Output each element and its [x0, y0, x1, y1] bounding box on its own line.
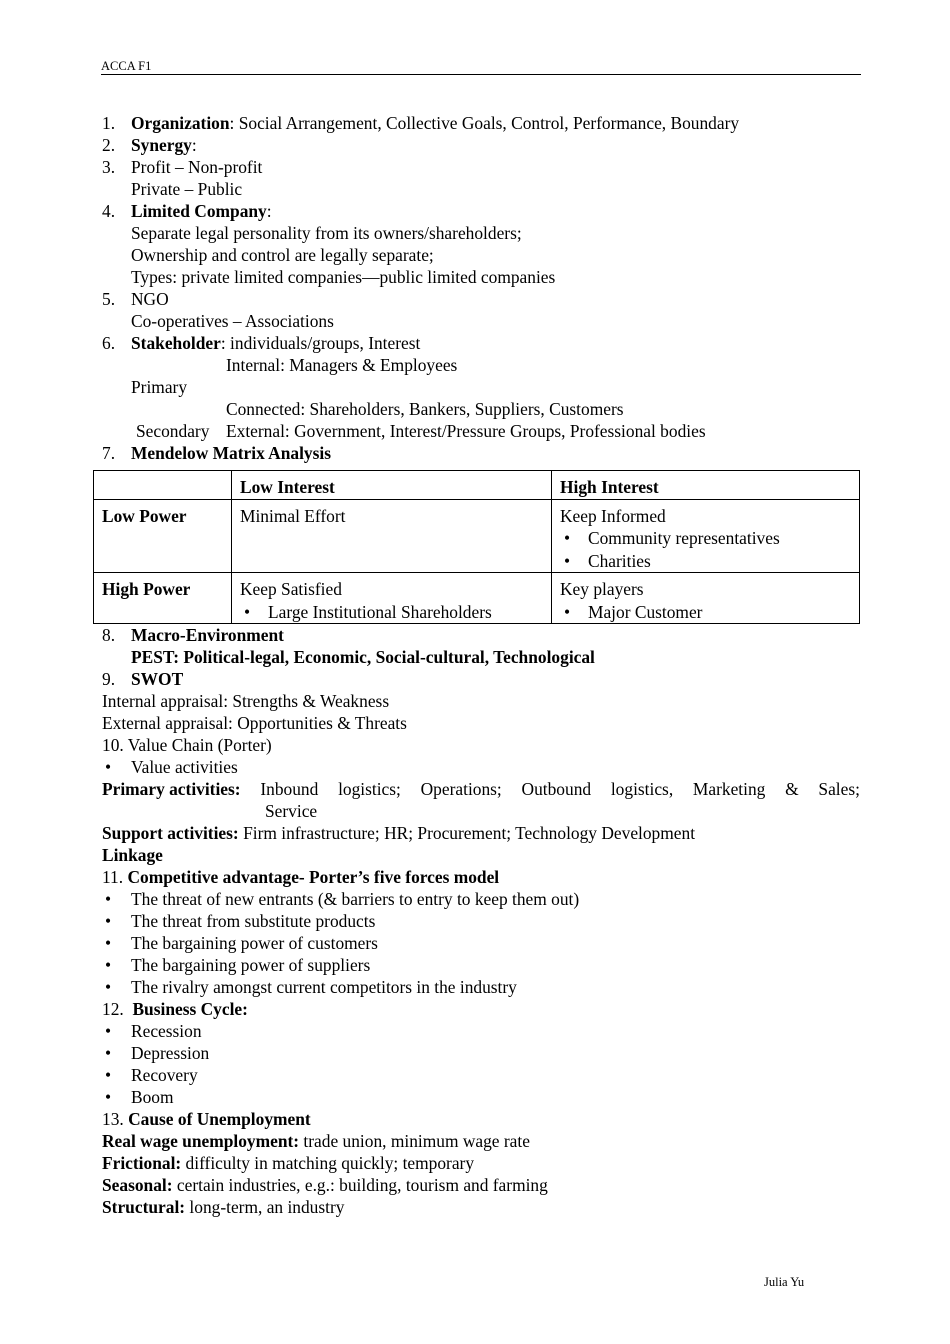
unemployment-real-wage — [102, 1130, 860, 1152]
list-item: • Charities — [560, 550, 851, 573]
list-item — [102, 888, 860, 910]
item-profit — [102, 156, 860, 178]
item-private-public — [102, 178, 860, 200]
pest-line — [102, 646, 860, 668]
bullet-icon — [105, 954, 111, 976]
list-item — [102, 976, 860, 998]
item-number: 8. — [102, 625, 116, 645]
structural-label: Structural: — [102, 1197, 186, 1217]
internal-stakeholders: Internal: Managers & Employees — [226, 355, 458, 375]
bullet-icon — [105, 976, 111, 998]
term-five-forces: Competitive advantage- Porter’s five forces model — [127, 867, 500, 887]
real-wage-text: trade union, minimum wage rate — [299, 1131, 530, 1151]
stakeholder-definition: : individuals/groups, Interest — [220, 333, 421, 353]
force-text: The bargaining power of suppliers — [131, 955, 371, 975]
limited-company-line — [102, 222, 860, 244]
cooperatives-text: Co-operatives – Associations — [131, 311, 334, 331]
profit-nonprofit: Profit – Non-profit — [131, 157, 263, 177]
item-number: 4. — [102, 201, 116, 221]
list-item: • Large Institutional Shareholders — [240, 601, 543, 624]
item-number: 1. — [102, 113, 116, 133]
primary-activity-word: Operations; — [420, 779, 502, 799]
bullet-icon — [105, 932, 111, 954]
primary-activity-word: Outbound — [521, 779, 592, 799]
external-stakeholders: External: Government, Interest/Pressure Groups, Professional bodies — [226, 421, 706, 441]
support-activities-label: Support activities: — [102, 823, 239, 843]
item-ngo — [102, 288, 860, 310]
unemployment-frictional — [102, 1152, 860, 1174]
table-row — [94, 573, 860, 624]
item-cooperatives — [102, 310, 860, 332]
value-activities-text: Value activities — [131, 757, 238, 777]
matrix-corner-cell — [94, 471, 232, 500]
primary-activities-label: Primary activities: — [102, 779, 241, 799]
linkage-line — [102, 844, 860, 866]
bullet-icon — [105, 1020, 111, 1042]
force-text: The rivalry amongst current competitors in the industry — [131, 977, 517, 997]
row-header-high-power: High Power — [94, 573, 232, 624]
primary-activity-word: & — [785, 779, 799, 799]
limited-company-line — [102, 244, 860, 266]
item-number: 5. — [102, 289, 116, 309]
item-swot — [102, 668, 860, 690]
primary-label: Primary — [131, 377, 188, 397]
term-synergy: Synergy — [131, 135, 192, 155]
stakeholder-connected — [102, 398, 860, 420]
primary-activities-cont — [102, 800, 860, 822]
primary-activity-word: logistics; — [338, 779, 401, 799]
seasonal-text: certain industries, e.g.: building, tourism and farming — [172, 1175, 548, 1195]
header-title: ACCA F1 — [101, 59, 152, 73]
list-item — [102, 910, 860, 932]
item-number: 3. — [102, 157, 116, 177]
cycle-phase: Boom — [131, 1087, 174, 1107]
cycle-phase: Depression — [131, 1043, 210, 1063]
list-item — [102, 954, 860, 976]
list-item — [102, 1086, 860, 1108]
force-text: The bargaining power of customers — [131, 933, 378, 953]
item-number: 13. — [102, 1109, 124, 1129]
value-chain-title: Value Chain (Porter) — [127, 735, 272, 755]
term-macro-environment: Macro-Environment — [131, 625, 284, 645]
term-organization: Organization — [131, 113, 230, 133]
item-stakeholder — [102, 332, 860, 354]
term-swot: SWOT — [131, 669, 184, 689]
ngo-text: NGO — [131, 289, 169, 309]
limited-company-text: Types: private limited companies—public limited companies — [131, 267, 556, 287]
limited-company-text: Ownership and control are legally separate; — [131, 245, 434, 265]
stakeholder-internal — [102, 354, 860, 376]
organization-definition: : Social Arrangement, Collective Goals, Control, Performance, Boundary — [229, 113, 740, 133]
synergy-colon: : — [191, 135, 197, 155]
primary-activity-word: Sales; — [818, 779, 860, 799]
swot-external — [102, 712, 860, 734]
limited-company-line — [102, 266, 860, 288]
primary-activity-word: Marketing — [692, 779, 766, 799]
term-stakeholder: Stakeholder — [131, 333, 221, 353]
frictional-label: Frictional: — [102, 1153, 182, 1173]
limited-company-colon: : — [266, 201, 272, 221]
page-header — [101, 59, 861, 75]
pest-text: PEST: Political-legal, Economic, Social-cultural, Technological — [131, 647, 595, 667]
bullet-icon — [105, 1042, 111, 1064]
primary-activity-word: logistics, — [610, 779, 674, 799]
item-number: 2. — [102, 135, 116, 155]
list-item — [102, 1064, 860, 1086]
keep-satisfied-label: Keep Satisfied — [240, 579, 342, 599]
bullet-icon — [105, 910, 111, 932]
page-footer-author: Julia Yu — [764, 1275, 805, 1289]
row-header-low-power: Low Power — [94, 499, 232, 573]
item-limited-company — [102, 200, 860, 222]
cycle-phase: Recession — [131, 1021, 202, 1041]
key-players-label: Key players — [560, 579, 644, 599]
cell-minimal-effort: Minimal Effort — [232, 499, 552, 573]
unemployment-seasonal — [102, 1174, 860, 1196]
bullet-icon — [105, 1086, 111, 1108]
structural-text: long-term, an industry — [185, 1197, 345, 1217]
term-business-cycle: Business Cycle: — [132, 999, 248, 1019]
item-organization — [102, 112, 860, 134]
list-item — [102, 932, 860, 954]
primary-activities-line — [102, 778, 860, 800]
item-unemployment — [102, 1108, 860, 1130]
list-item: • Community representatives — [560, 527, 851, 550]
bullet-icon — [105, 756, 111, 778]
connected-stakeholders: Connected: Shareholders, Bankers, Suppliers, Customers — [226, 399, 624, 419]
swot-internal — [102, 690, 860, 712]
frictional-text: difficulty in matching quickly; temporary — [181, 1153, 475, 1173]
item-number: 6. — [102, 333, 116, 353]
real-wage-label: Real wage unemployment: — [102, 1131, 300, 1151]
cell-keep-informed — [552, 499, 860, 573]
item-business-cycle — [102, 998, 860, 1020]
cell-key-players — [552, 573, 860, 624]
bullet-icon — [105, 1064, 111, 1086]
table-row — [94, 471, 860, 500]
item-number: 9. — [102, 669, 116, 689]
external-appraisal: External appraisal: Opportunities & Threats — [102, 713, 407, 733]
item-number: 11. — [102, 867, 124, 887]
limited-company-text: Separate legal personality from its owners/shareholders; — [131, 223, 522, 243]
item-macro-environment — [102, 624, 860, 646]
table-row — [94, 499, 860, 573]
secondary-label: Secondary — [136, 421, 210, 441]
seasonal-label: Seasonal: — [102, 1175, 173, 1195]
stakeholder-primary — [102, 376, 860, 398]
term-mendelow: Mendelow Matrix Analysis — [131, 443, 331, 463]
col-header-high-interest: High Interest — [552, 471, 860, 500]
term-limited-company: Limited Company — [131, 201, 267, 221]
mendelow-matrix-table — [93, 470, 860, 624]
bullet-icon — [105, 888, 111, 910]
list-item — [102, 1020, 860, 1042]
item-number: 12. — [102, 999, 124, 1019]
term-unemployment: Cause of Unemployment — [128, 1109, 311, 1129]
linkage-text: Linkage — [102, 845, 163, 865]
keep-informed-label: Keep Informed — [560, 505, 666, 526]
service-text: Service — [265, 801, 318, 821]
primary-activity-word: Inbound — [260, 779, 319, 799]
item-value-chain — [102, 734, 860, 756]
item-mendelow — [102, 442, 860, 464]
list-item: • Major Customer — [560, 601, 851, 624]
item-synergy — [102, 134, 860, 156]
private-public: Private – Public — [131, 179, 243, 199]
internal-appraisal: Internal appraisal: Strengths & Weakness — [102, 691, 390, 711]
document-body — [102, 112, 860, 1218]
value-activities-bullet — [102, 756, 860, 778]
cycle-phase: Recovery — [131, 1065, 198, 1085]
force-text: The threat from substitute products — [131, 911, 376, 931]
support-activities-line — [102, 822, 860, 844]
item-number: 7. — [102, 443, 116, 463]
stakeholder-secondary — [102, 420, 860, 442]
force-text: The threat of new entrants (& barriers to entry to keep them out) — [131, 889, 580, 909]
support-activities-text: Firm infrastructure; HR; Procurement; Technology Development — [238, 823, 696, 843]
item-five-forces — [102, 866, 860, 888]
item-number: 10. — [102, 735, 124, 755]
col-header-low-interest: Low Interest — [232, 471, 552, 500]
list-item — [102, 1042, 860, 1064]
unemployment-structural — [102, 1196, 860, 1218]
cell-keep-satisfied — [232, 573, 552, 624]
